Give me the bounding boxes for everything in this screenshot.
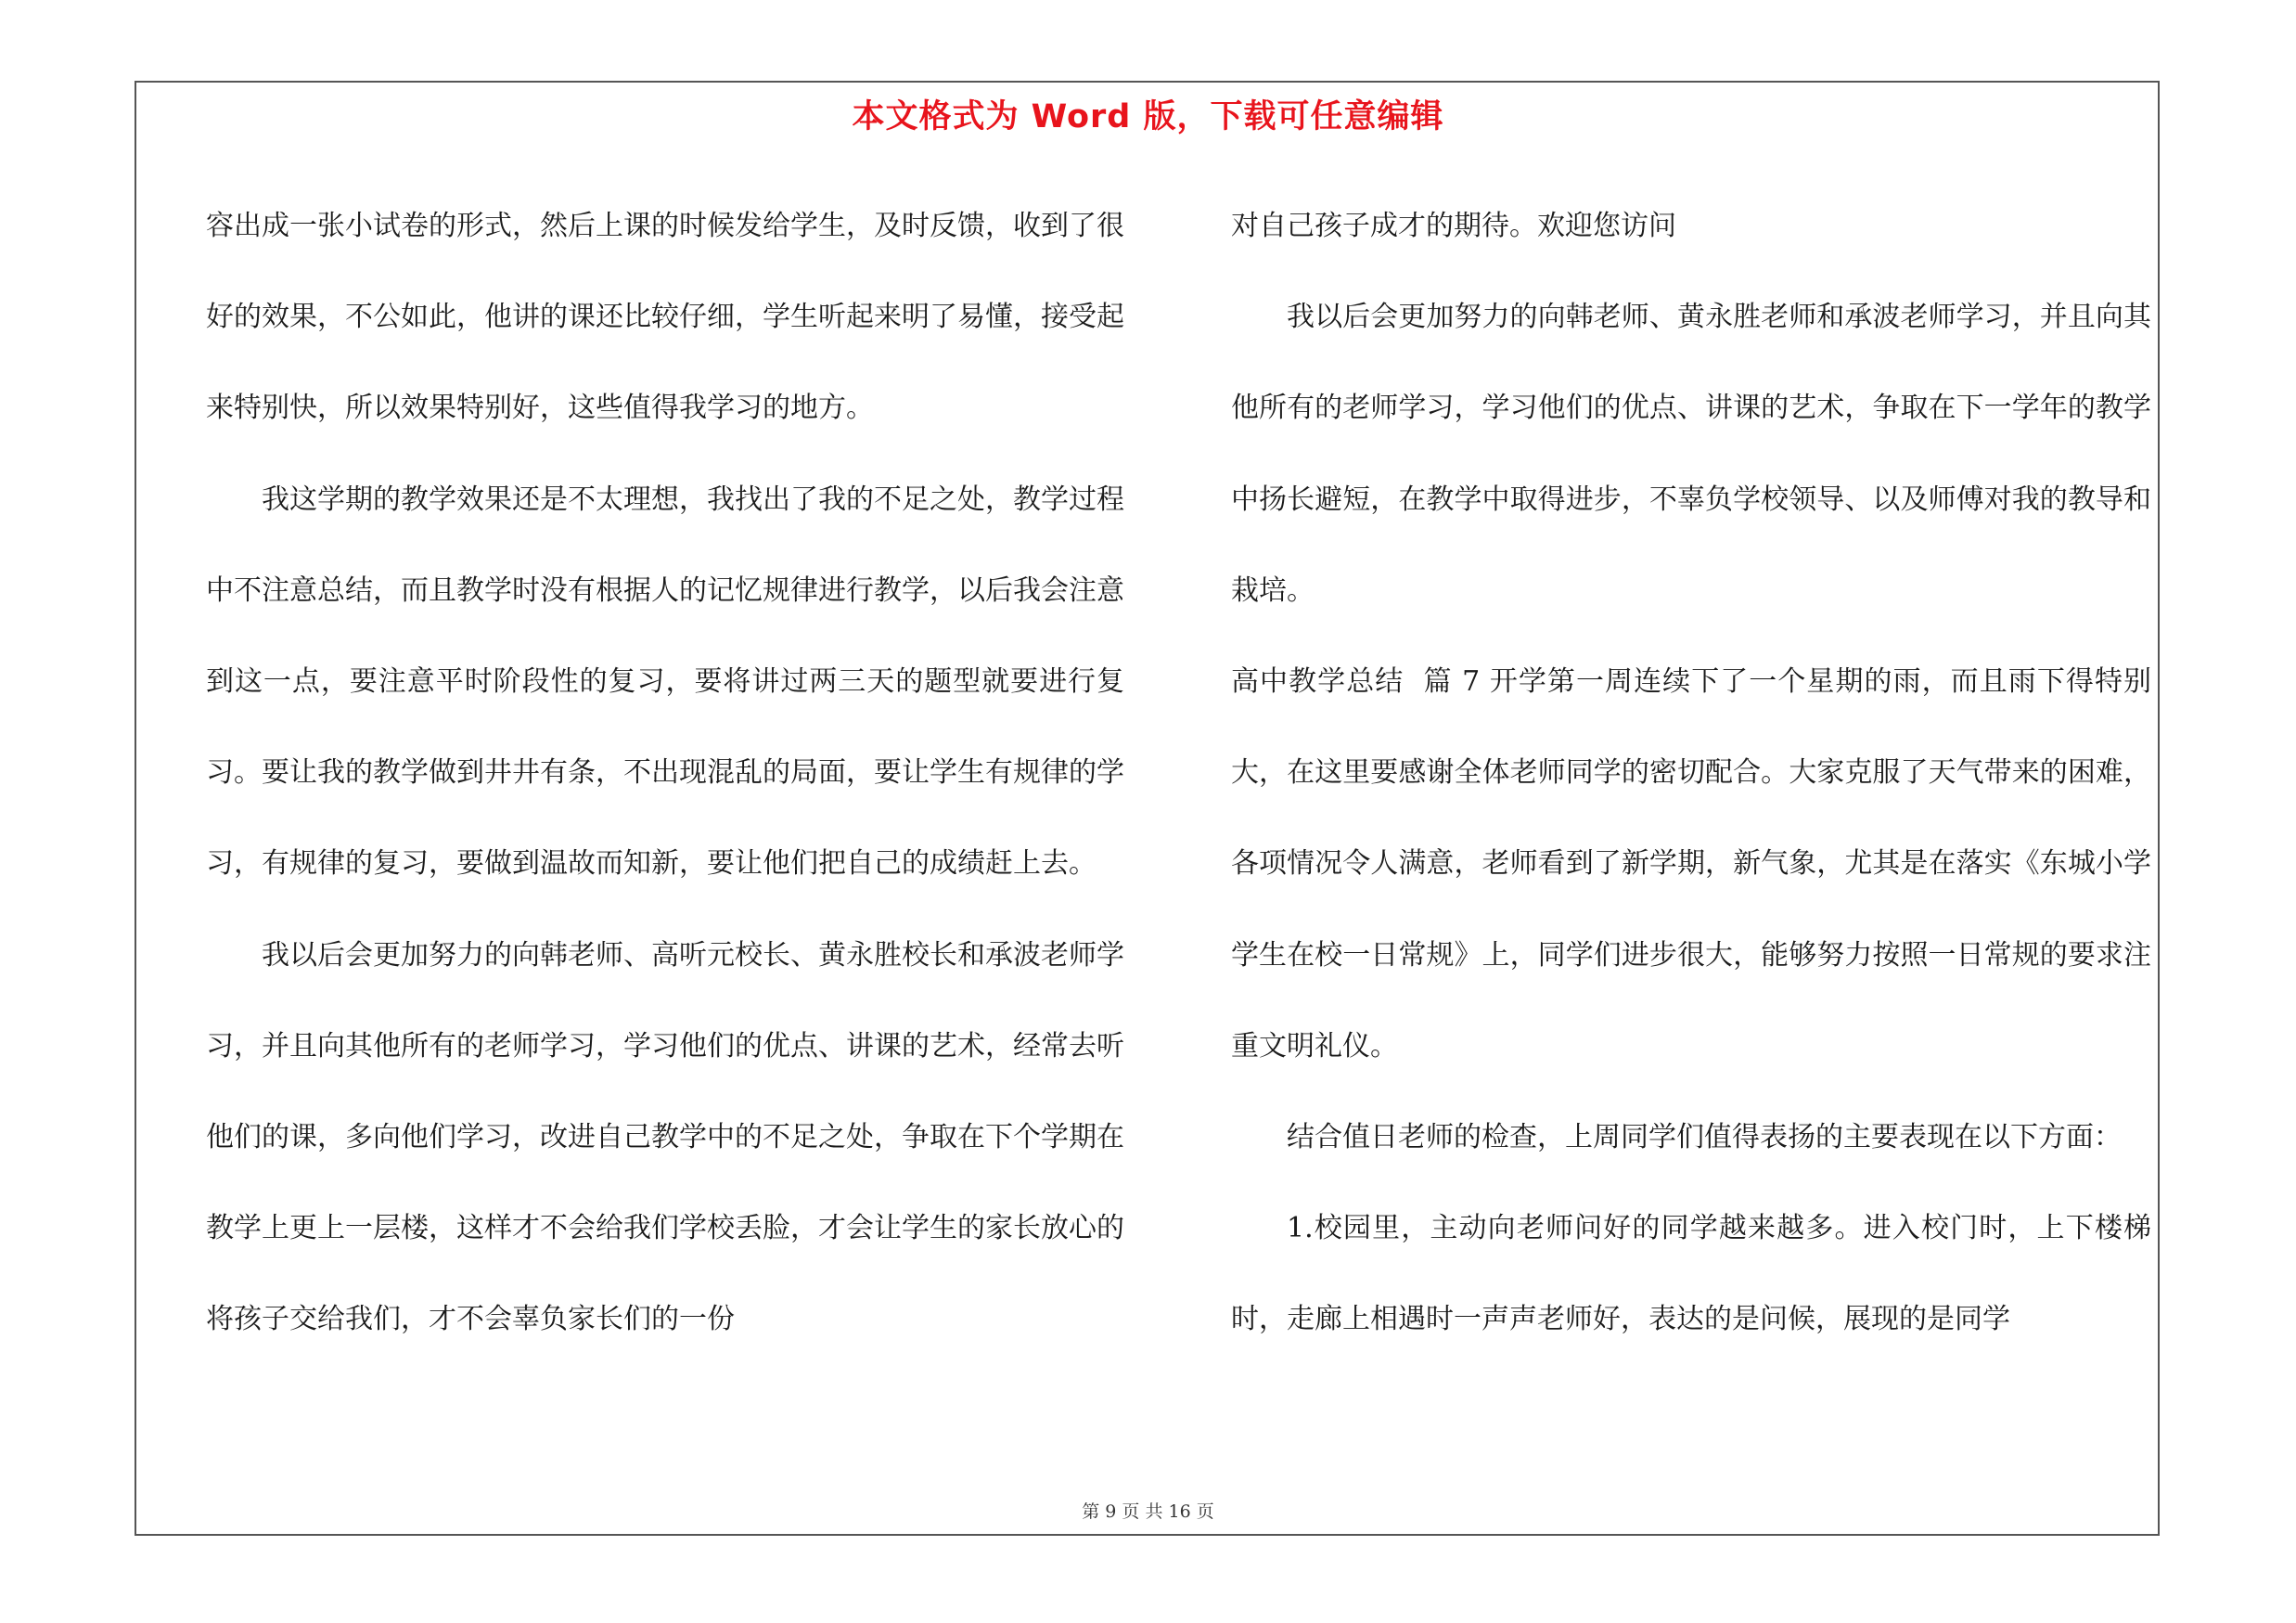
paragraph: 我以后会更加努力的向韩老师、高听元校长、黄永胜校长和承波老师学习，并且向其他所有的老师学习，学习他们的优点、讲课的艺术，经常去听他们的课，多向他们学习，改进自己教学中的不足之处，争取在下个学期在教学上更上一层楼，这样才不会给我们学校丢脸，才会让学生的家长放心的将孩子交给我们，才不会辜负家长们的一份 [206, 938, 1124, 1336]
paragraph: 我这学期的教学效果还是不太理想，我找出了我的不足之处，教学过程中不注意总结，而且教学时没有根据人的记忆规律进行教学，以后我会注意到这一点，要注意平时阶段性的复习，要将讲过两三天的题型就要进行复习。要让我的教学做到井井有条，不出现混乱的局面，要让学生有规律的学习，有规律的复习，要做到温故而知新，要让他们把自己的成绩赶上去。 [206, 483, 1124, 881]
section-heading-gap [1480, 665, 1490, 698]
paragraph: 结合值日老师的检查，上周同学们值得表扬的主要表现在以下方面： [1287, 1121, 2122, 1154]
paragraph: 1.校园里，主动向老师问好的同学越来越多。进入校门时，上下楼梯时，走廊上相遇时一声声老师好，表达的是问候，展现的是同学 [1231, 1212, 2151, 1336]
section-text: 开学第一周连续下了一个星期的雨，而且雨下得特别大，在这里要感谢全体老师同学的密切配合。大家克服了天气带来的困难，各项情况令人满意，老师看到了新学期，新气象，尤其是在落实《东城小学学生在校一日常规》上，同学们进步很大，能够努力按照一日常规的要求注重文明礼仪。 [1231, 665, 2151, 1063]
paragraph: 对自己孩子成才的期待。欢迎您访问 [1231, 210, 1676, 242]
right-column [1231, 181, 2151, 1366]
section-heading: 高中教学总结 篇 7 [1231, 665, 1481, 699]
paragraph: 容出成一张小试卷的形式，然后上课的时候发给学生，及时反馈，收到了很好的效果，不公如此，他讲的课还比较仔细，学生听起来明了易懂，接受起来特别快，所以效果特别好，这些值得我学习的地方。 [206, 210, 1124, 425]
left-column [206, 181, 1124, 1366]
section-paragraph [1231, 637, 2151, 1092]
format-notice-banner: 本文格式为 Word 版，下载可任意编辑 [852, 98, 1444, 135]
paragraph: 我以后会更加努力的向韩老师、黄永胜老师和承波老师学习，并且向其他所有的老师学习，学习他们的优点、讲课的艺术，争取在下一学年的教学中扬长避短，在教学中取得进步，不辜负学校领导、以及师傅对我的教导和栽培。 [1231, 301, 2151, 607]
page-number-footer: 第 9 页 共 16 页 [1082, 1501, 1214, 1522]
